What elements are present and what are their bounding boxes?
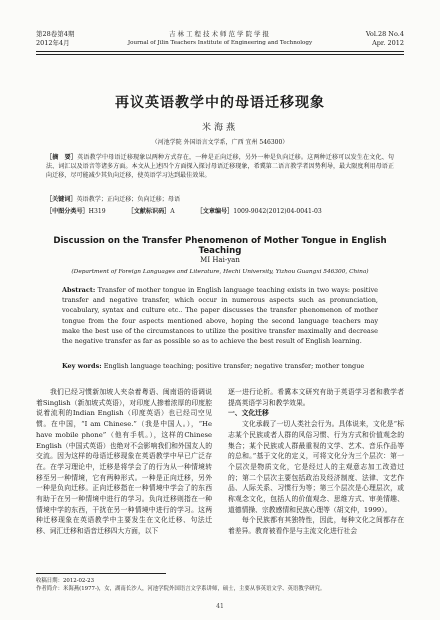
- header-rule-thin: [36, 54, 404, 55]
- footnote-received: 收稿日期：2012-02-23: [36, 578, 95, 584]
- abstract-en-label: Abstract:: [62, 286, 96, 294]
- abstract-en: [62, 285, 378, 346]
- article-id-value: 1009-9042(2012)04-0041-03: [233, 208, 322, 215]
- affiliation-cn: （河池学院 外国语言文学系，广西 宜州 546300）: [151, 139, 289, 146]
- body-paragraph: 我们已经习惯新加坡人夹杂着粤语、闽南语的语调说着Singlish（新加坡式英语），对印度人掺着浓厚的印度腔说着流利的Indian English（印度英语）也已经司空见惯。在中国，“I am Chinese.”（我是中国人。），“He have mobile phone”（他有手机。），这样的Chinese English（中国式英语）也绝对不会影响我们和外国友人的交流。因为这样的母语迁移现象在英语教学中早已广泛存在。在学习理论中，迁移是将学会了的行为从一种情境转移至另一种情境，它有两种形式。一种是正向迁移，另外一种是负向迁移。正向迁移指在一种情境中学会了的东西有助于在另一种情境中进行的学习。负向迁移则指在一种情境中学的东西，干扰在另一种情境中进行的学习。这两种迁移现象在英语教学中主要发生在文化迁移、句法迁移、词汇迁移和语音迁移四大方面，以下: [36, 388, 212, 536]
- footnote-author: 作者简介：米海燕(1977-)，女，湖南长沙人，河池学院外国语言文学系讲师，硕士，主要从事英语文学、英语教学研究。: [36, 586, 326, 592]
- keywords-cn: [46, 195, 394, 204]
- page-number: 41: [216, 603, 224, 610]
- body-column-left: [36, 387, 212, 537]
- keywords-en-label: Key words:: [62, 362, 102, 370]
- abstract-cn-label: ［摘 要］: [46, 154, 78, 161]
- keywords-en: [62, 361, 378, 371]
- header-date-en: Apr. 2012: [372, 39, 404, 47]
- footnote-rule: [36, 573, 166, 574]
- clc-label: ［中图分类号］: [46, 208, 89, 215]
- affiliation-en: (Department of Foreign Languages and Literature, Hechi University, Yizhou Guangxi 546300, China): [71, 269, 369, 275]
- paper-title-cn: 再议英语教学中的母语迁移现象: [115, 95, 325, 111]
- keywords-en-text: English language teaching; positive transfer; negative transfer; mother tongue: [103, 362, 365, 370]
- header-volume: [36, 30, 74, 48]
- author-cn: 米海燕: [201, 123, 238, 133]
- clc-value: H319: [88, 208, 106, 215]
- header-date: 2012年4月: [36, 39, 70, 47]
- article-id-field: [197, 207, 322, 216]
- classification-line: [46, 207, 394, 216]
- doc-code-field: [128, 207, 175, 216]
- paper-title-en: Discussion on the Transfer Phenomenon of Mother Tongue in English Teaching: [53, 236, 387, 256]
- author-en: MI Hai-yan: [200, 256, 240, 264]
- header-volume-issue: 第28卷第4期: [36, 30, 75, 38]
- doc-code-label: ［文献标识码］: [127, 208, 171, 215]
- body-paragraph: 文化承载了一切人类社会行为。具体说来，文化是“标志某个民族或者人群的风俗习惯、行为方式和价值观念的集合；某个民族或人群最重视的文学、艺术、音乐作品等的总和。”基于文化的定义，可将文化分为三个层次：第一个层次是物质文化，它是经过人的主观意志加工改造过的；第二个层次主要包括政治及经济制度、法律、文艺作品、人际关系、习惯行为等；第三个层次是心理层次，或称观念文化，包括人的价值观念、思维方式、审美情趣、道德情操、宗教感情和民族心理等（胡文仲，1999）。: [228, 420, 404, 514]
- keywords-cn-text: 英语教学；正向迁移；负向迁移；母语: [76, 196, 181, 203]
- keywords-cn-label: ［关键词］: [46, 196, 77, 203]
- body-column-right: [228, 387, 404, 537]
- abstract-en-text: Transfer of mother tongue in English language teaching exists in two ways: positive transfer and negative transfer, which occur in numerous aspects such as pronunciation, vocabulary, syntax and culture etc.. The paper discusses the transfer phenomenon of mother tongue from the four aspects mentioned above, hoping the second language teachers may make the best use of the circumstances to utilize the positive transfer maximally and decrease the negative transfer as far as possible so as to achieve the best result of English learning.: [62, 286, 378, 346]
- clc-field: [46, 207, 106, 216]
- doc-code-value: A: [170, 208, 175, 215]
- footnotes: [36, 577, 404, 593]
- body-paragraph: 逐一进行论析。希冀本文研究有助于英语学习者和教学者提高英语学习和教学效果。: [228, 388, 404, 407]
- header-journal-en: Journal of Jilin Teachers Institute of Engineering and Technology: [127, 40, 313, 46]
- header-volume-en: [366, 30, 404, 48]
- abstract-cn: [46, 153, 394, 180]
- article-id-label: ［文章编号］: [196, 208, 234, 215]
- header-volume-en-line: Vol.28 No.4: [365, 30, 404, 38]
- section-heading: 一、文化迁移: [228, 409, 269, 418]
- body-paragraph: 每个民族都有其独特性，因此，每种文化之间都存在着差异。教育被看作是与主流文化进行社会: [228, 516, 404, 536]
- header-rule: [36, 51, 404, 52]
- abstract-cn-text: 英语教学中母语迁移现象以两种方式存在，一种是正向迁移，另外一种是负向迁移。这两种迁移可以发生在文化、句法、词汇以及语音等诸多方面。本文从上述四个方面探入探讨母语迁移现象，希冀第二语言教学者因势利导，最大限度利用母语正向迁移，尽可能减少其负向迁移，使英语学习达到最佳效果。: [46, 154, 395, 179]
- header-journal-cn: 吉林工程技术师范学院学报: [169, 30, 271, 38]
- header-journal: [110, 30, 330, 48]
